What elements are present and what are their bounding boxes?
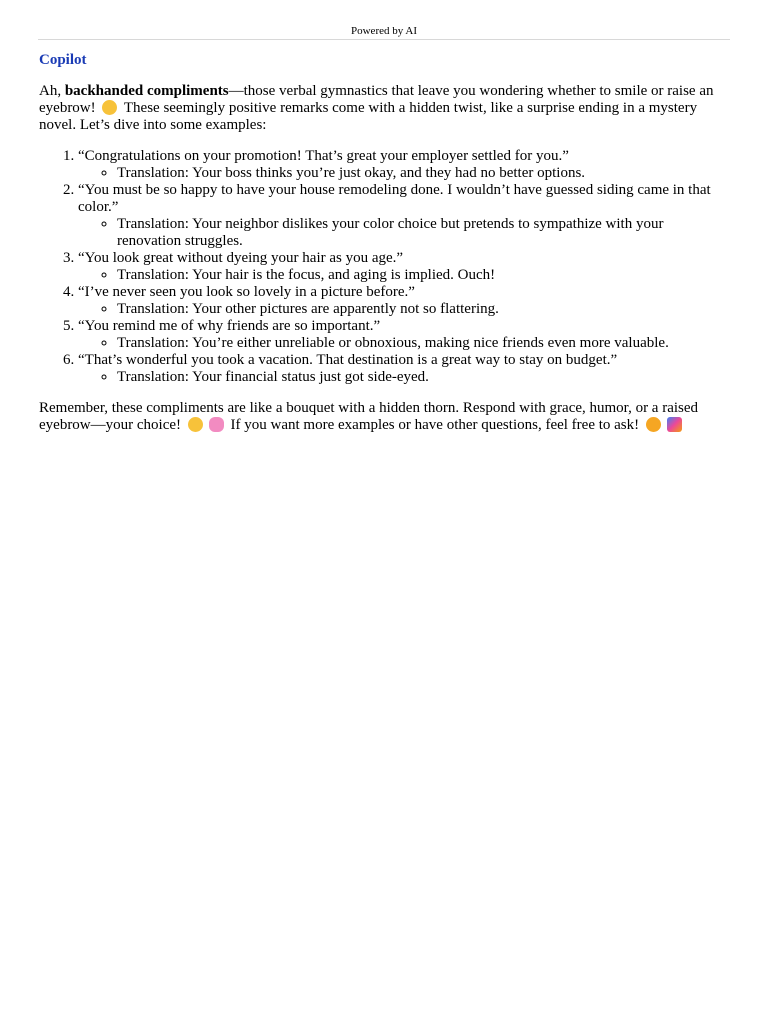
translation-list bbox=[78, 369, 729, 386]
outro-paragraph bbox=[39, 400, 729, 434]
translation-list bbox=[78, 301, 729, 318]
translation-list bbox=[78, 335, 729, 352]
example-quote: “I’ve never seen you look so lovely in a picture before.” bbox=[78, 284, 415, 300]
powered-by-label: Powered by AI bbox=[351, 25, 417, 37]
list-item bbox=[78, 352, 729, 386]
example-translation: ◦ Translation: Your hair is the focus, and aging is implied. Ouch! bbox=[117, 267, 729, 284]
examples-list bbox=[39, 148, 729, 386]
winking-face-icon bbox=[188, 417, 203, 432]
list-item bbox=[78, 182, 729, 250]
flushed-face-icon bbox=[102, 100, 117, 115]
party-popper-icon bbox=[667, 417, 682, 432]
translation-list bbox=[78, 165, 729, 182]
intro-rest-2: These seemingly positive remarks come with a hidden twist, like a surprise ending in a mystery novel. Let’s dive into some examples: bbox=[39, 100, 698, 133]
intro-paragraph bbox=[39, 83, 729, 134]
example-quote: “You must be so happy to have your house remodeling done. I wouldn’t have guessed siding came in that color.” bbox=[78, 182, 711, 215]
example-translation: ◦ Translation: Your other pictures are apparently not so flattering. bbox=[117, 301, 729, 318]
intro-rest-1: —those verbal gymnastics that leave you wondering whether to smile or raise an eyebrow! bbox=[39, 83, 714, 116]
list-item bbox=[78, 250, 729, 284]
intro-lead: Ah, bbox=[39, 83, 65, 99]
response-title: Copilot bbox=[39, 52, 87, 68]
example-quote: “That’s wonderful you took a vacation. That destination is a great way to stay on budget.” bbox=[78, 352, 618, 368]
cherry-blossom-icon bbox=[209, 417, 224, 432]
example-translation: ◦ Translation: Your neighbor dislikes your color choice but pretends to sympathize with your renovation struggles. bbox=[117, 216, 729, 250]
outro-part-2: If you want more examples or have other questions, feel free to ask! bbox=[230, 417, 640, 433]
list-item bbox=[78, 148, 729, 182]
hugging-face-icon bbox=[646, 417, 661, 432]
example-quote: “Congratulations on your promotion! That’s great your employer settled for you.” bbox=[78, 148, 569, 164]
list-item bbox=[78, 284, 729, 318]
example-translation: ◦ Translation: Your boss thinks you’re just okay, and they had no better options. bbox=[117, 165, 729, 182]
translation-list bbox=[78, 267, 729, 284]
powered-by-header bbox=[38, 24, 730, 40]
translation-list bbox=[78, 216, 729, 250]
example-translation: ◦ Translation: You’re either unreliable or obnoxious, making nice friends even more valuable. bbox=[117, 335, 729, 352]
example-translation: ◦ Translation: Your financial status just got side-eyed. bbox=[117, 369, 729, 386]
response-content bbox=[39, 52, 729, 448]
example-quote: “You look great without dyeing your hair as you age.” bbox=[78, 250, 404, 266]
example-quote: “You remind me of why friends are so important.” bbox=[78, 318, 381, 334]
intro-bold-term: backhanded compliments bbox=[64, 83, 229, 99]
list-item bbox=[78, 318, 729, 352]
outro-part-1: Remember, these compliments are like a bouquet with a hidden thorn. Respond with grace, humor, or a raised eyebrow—your choice! bbox=[39, 400, 699, 433]
